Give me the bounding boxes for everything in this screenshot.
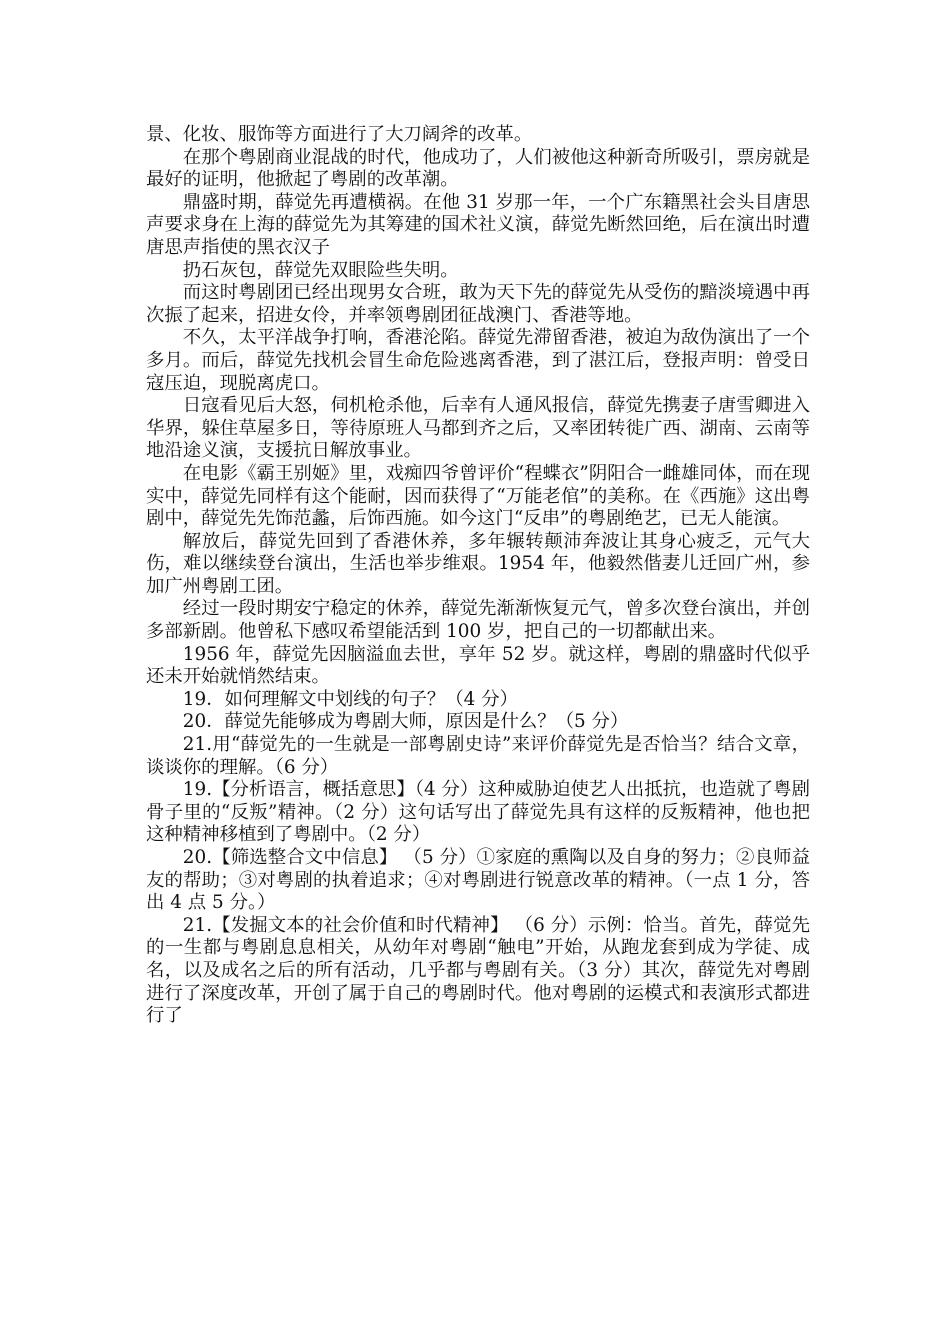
- paragraph-9: 解放后，薛觉先回到了香港休养，多年辗转颠沛奔波让其身心疲乏，元气大伤，难以继续登台演出，生活也举步维艰。1954 年，他毅然偕妻儿迁回广州，参加广州粤剧工团。: [146, 530, 810, 597]
- paragraph-7: 日寇看见后大怒，伺机枪杀他，后幸有人通风报信，薛觉先携妻子唐雪卿进入华界，躲住草屋多日，等待原班人马都到齐之后，又率团转徙广西、湖南、云南等地沿途义演，支援抗日解放事业。: [146, 395, 810, 462]
- paragraph-3: 鼎盛时期，薛觉先再遭横祸。在他 31 岁那一年，一个广东籍黑社会头目唐思声要求身在上海的薛觉先为其筹建的国术社义演，薛觉先断然回绝，后在演出时遭唐思声指使的黑衣汉子: [146, 191, 810, 258]
- paragraph-4: 扔石灰包，薛觉先双眼险些失明。: [182, 259, 459, 281]
- answer-20: 20.【筛选整合文中信息】 （5 分）①家庭的熏陶以及自身的努力；②良师益友的帮助；③对粤剧的执着追求；④对粤剧进行锐意改革的精神。（一点 1 分，答出 4 点 5 分。）: [146, 847, 810, 914]
- answer-21: 21.【发掘文本的社会价值和时代精神】 （6 分）示例：恰当。首先，薛觉先的一生都与粤剧息息相关，从幼年对粤剧“触电”开始，从跑龙套到成为学徒、成名，以及成名之后的所有活动，几乎都与粤剧有关。（3 分）其次，薛觉先对粤剧进行了深度改革，开创了属于自己的粤剧时代。他对粤剧的运模式和表演形式都进行了: [146, 914, 810, 1027]
- paragraph-8: 在电影《霸王别姬》里，戏痴四爷曾评价“程蝶衣”阴阳合一雌雄同体，而在现实中，薛觉先同样有这个能耐，因而获得了“万能老倌”的美称。在《西施》这出粤剧中，薛觉先先饰范蠡，后饰西施。如今这门“反串”的粤剧绝艺，已无人能演。: [146, 462, 810, 530]
- paragraph-10: 经过一段时期安宁稳定的休养，薛觉先渐渐恢复元气，曾多次登台演出，并创多部新剧。他曾私下感叹希望能活到 100 岁，把自己的一切都献出来。: [146, 598, 810, 643]
- answer-19: 19.【分析语言，概括意思】（4 分）这种威胁迫使艺人出抵抗，也造就了粤剧骨子里的“反叛”精神。（2 分）这句话写出了薛觉先具有这样的反叛精神，他也把这种精神移植到了粤剧中。（2 分）: [146, 779, 810, 846]
- paragraph-1: 景、化妆、服饰等方面进行了大刀阔斧的改革。: [146, 124, 533, 145]
- paragraph-2: 在那个粤剧商业混战的时代，他成功了，人们被他这种新奇所吸引，票房就是最好的证明，他掀起了粤剧的改革潮。: [146, 146, 810, 191]
- paragraph-5: 而这时粤剧团已经出现男女合班，敢为天下先的薛觉先从受伤的黯淡境遇中再次振了起来，招进女伶，并率领粤剧团征战澳门、香港等地。: [146, 282, 810, 326]
- question-21: 21.用“薛觉先的一生就是一部粤剧史诗”来评价薛觉先是否恰当？结合文章，谈谈你的理解。（6 分）: [146, 734, 810, 778]
- question-20: 20．薛觉先能够成为粤剧大师，原因是什么？（5 分）: [182, 711, 629, 733]
- paragraph-11: 1956 年，薛觉先因脑溢血去世，享年 52 岁。就这样，粤剧的鼎盛时代似乎还未开始就悄然结束。: [146, 643, 810, 688]
- paragraph-6: 不久，太平洋战争打响，香港沦陷。薛觉先滞留香港，被迫为敌伪演出了一个多月。而后，薛觉先找机会冒生命危险逃离香港，到了湛江后，登报声明：曾受日寇压迫，现脱离虎口。: [146, 327, 810, 394]
- document-body: [146, 124, 810, 1028]
- question-19: 19．如何理解文中划线的句子？（4 分）: [182, 688, 518, 710]
